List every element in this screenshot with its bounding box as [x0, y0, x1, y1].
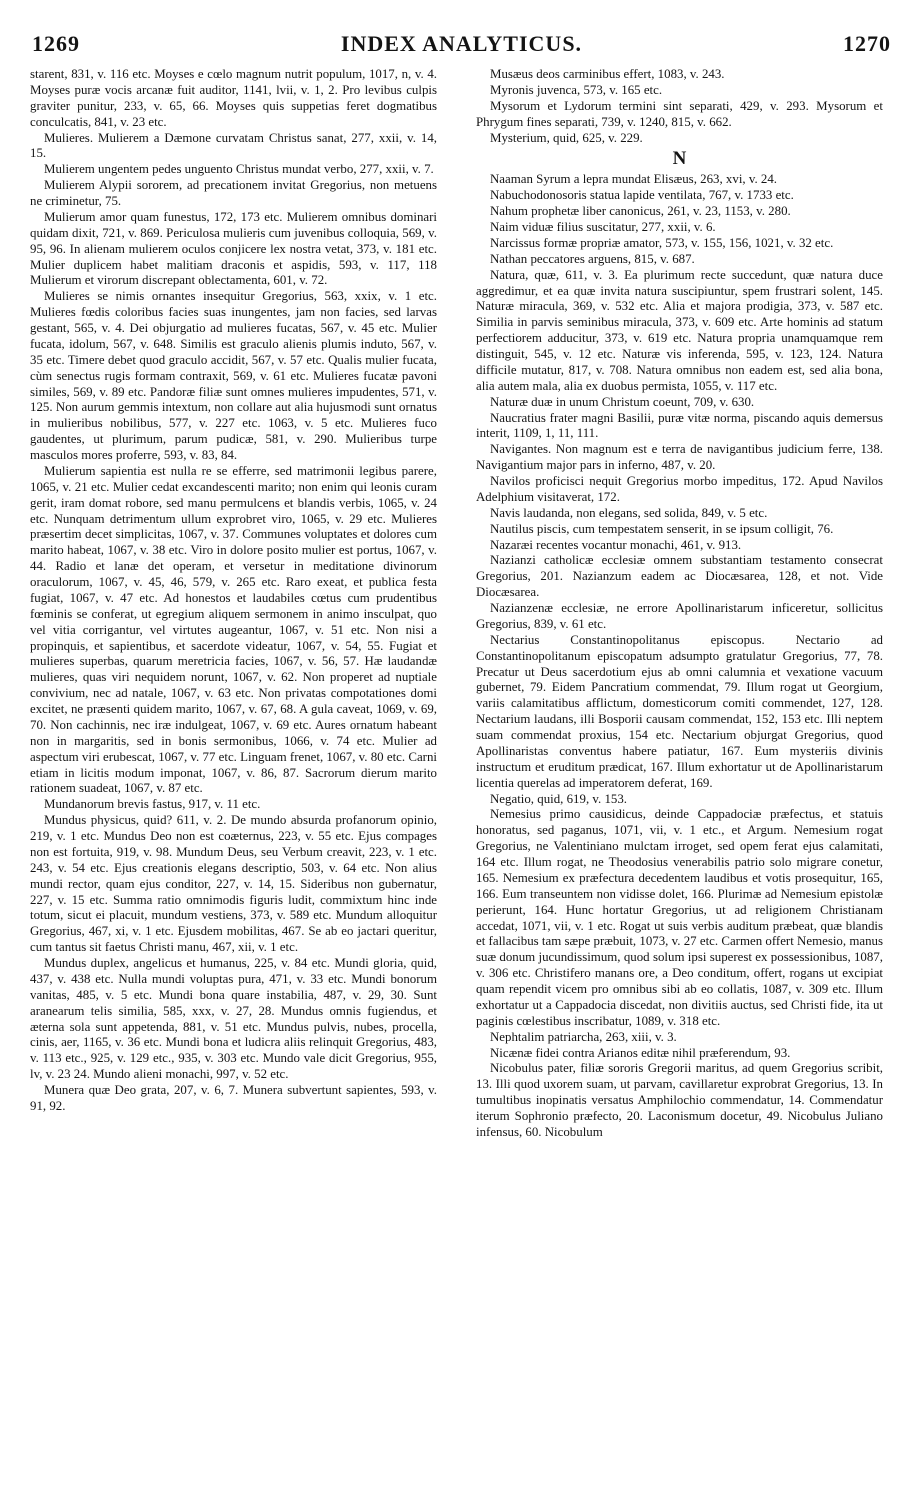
index-entry: Nahum prophetæ liber canonicus, 261, v. 23, 1153, v. 280.	[490, 204, 791, 219]
page-number-right: 1270	[843, 31, 891, 56]
index-entry: Myronis juvenca, 573, v. 165 etc.	[490, 82, 663, 97]
index-entry: Nazianzenæ ecclesiæ, ne errore Apollinaristarum inficeretur, sollicitus Gregorius, 839, v. 61 etc.	[476, 601, 883, 631]
index-entry: Musæus deos carminibus effert, 1083, v. 243.	[490, 67, 725, 81]
right-column	[476, 67, 883, 1493]
index-entry: Mulierum sapientia est nulla re se efferre, sed matrimonii legibus parere, 1065, v. 21 etc. Mulier cedat excandescenti marito; non enim qui leonis curam gerit, iram domat robore, sed manu permulcens et blandis verbis, 1065, v. 24 etc. Nunquam detrimentum ullum exprobret viro, 1065, v. 29 etc. Mulieres præsertim decet simplicitas, 1067, v. 37. Communes voluptates et dolores cum marito habeat, 1067, v. 38 etc. Viro in dolore posito mulier est portus, 1067, v. 44. Radio et lanæ det operam, et versetur in meditatione divinorum oraculorum, 1067, v. 45, 46, 579, v. 265 etc. Raro exeat, et publica festa fugiat, 1067, v. 47 etc. Ad honestos et laudabiles cœtus cum prudentibus fœminis se conferat, ut egregium aliquem sermonem in animo insculpat, quo vel vitia corrigantur, vel virtutes augeantur, 1067, v. 51 etc. Non nisi a propinquis, et sapientibus, et sacerdote videatur, 1067, v. 54, 55. Fugiat et mulieres superbas, quarum meretricia facies, 1067, v. 56, 57. Hæ laudandæ mulieres, quas viri nequidem norunt, 1067, v. 62. Non properet ad nuptiale convivium, nec ad natale, 1067, v. 63 etc. Non privatas compotationes domi excitet, ne præsenti quidem marito, 1067, v. 67, 68. A gula caveat, 1069, v. 69, 70. Non cachinnis, nec iræ indulgeat, 1067, v. 69 etc. Aures ornatum habeant non in margaritis, sed in bonis sermonibus, 1066, v. 74 etc. Mulier ad aspectum viri erubescat, 1067, v. 77 etc. Linguam frenet, 1067, v. 80 etc. Carni etiam in licitis modum imponat, 1067, v. 86, 87. Sacrorum dierum marito rationem suadeat, 1067, v. 87 etc.	[30, 463, 437, 796]
index-entry: Mundanorum brevis fastus, 917, v. 11 etc.	[44, 797, 261, 812]
index-entry: Mysorum et Lydorum termini sint separati, 429, v. 293. Mysorum et Phrygum fines separati, 739, v. 1240, 815, v. 662.	[476, 98, 883, 129]
left-column	[30, 67, 437, 1493]
index-entry: Natura, quæ, 611, v. 3. Ea plurimum recte succedunt, quæ natura duce aggredimur, et ea quæ invita natura suscipiuntur, spem frustrari solent, 145. Naturæ miracula, 369, v. 532 etc. Alia et majora prodigia, 373, v. 587 etc. Similia in parvis seminibus miracula, 373, v. 609 etc. Arte hominis ad statum perfectiorem adducitur, 373, v. 619 etc. Natura propria unamquamque rem distinguit, 545, v. 12 etc. Naturæ vis inferenda, 595, v. 123, 124. Natura difficile mutatur, 817, v. 708. Natura omnibus non eadem est, sed alia bona, alia autem mala, alia ex duobus permista, 1055, v. 117 etc.	[476, 267, 883, 393]
index-entry: Nautilus piscis, cum tempestatem senserit, in se ipsum colligit, 76.	[490, 521, 834, 536]
index-entry: Mulierem ungentem pedes unguento Christus mundat verbo, 277, xxii, v. 7.	[44, 162, 434, 177]
index-entry: Naturæ duæ in unum Christum coeunt, 709, v. 630.	[490, 394, 755, 409]
index-entry: Nectarius Constantinopolitanus episcopus. Nectario ad Constantinopolitanum episcopatum adsumpto gratulatur Gregorius, 77, 78. Precatur ut Deus sacerdotium ejus ab omni calumnia et vexatione vacuum gubernet, 79. Eidem Pancratium commendat, 79. Illum rogat ut Georgium, variis calamitatibus afflictum, domesticorum comiti commendet, 127, 128. Nectarium laudans, illi Bosporii causam commendat, 152, 153 etc. Illi neptem suam commendat proxius, 154 etc. Nectarium objurgat Gregorius, quod Apollinaristas conventus habere patiatur, 167. Eum mysteriis divinis instructum et eruditum prædicat, 167. Illum exhortatur ut de Apollinaristarum licentia querelas ad imperatorem deferat, 169.	[476, 632, 883, 790]
index-entry: Navis laudanda, non elegans, sed solida, 849, v. 5 etc.	[490, 505, 768, 520]
index-entry: Mysterium, quid, 625, v. 229.	[490, 130, 643, 145]
index-entry: Nicobulus pater, filiæ sororis Gregorii maritus, ad quem Gregorius scribit, 13. Illi quod uxorem suam, ut parvam, cavillaretur exprobrat Gregorius, 13. In tumultibus inopinatis versatus Amphilochio commendatur, 14. Commendatur iterum Sophronio præfecto, 20. Laconismum docetur, 49. Nicobulus Juliano infensus, 60. Nicobulum	[476, 1061, 883, 1139]
index-entry: Mulierem Alypii sororem, ad precationem invitat Gregorius, non metuens ne criminetur, 75.	[30, 178, 437, 208]
index-entry: Narcissus formæ propriæ amator, 573, v. 155, 156, 1021, v. 32 etc.	[490, 235, 834, 250]
index-entry: Nephtalim patriarcha, 263, xiii, v. 3.	[490, 1029, 677, 1044]
index-entry: Nathan peccatores arguens, 815, v. 687.	[490, 251, 695, 266]
index-entry: Navilos proficisci nequit Gregorius morbo impeditus, 172. Apud Navilos Adelphium visitaverat, 172.	[476, 474, 883, 504]
page-header	[0, 0, 923, 64]
index-entry: Mulierum amor quam funestus, 172, 173 etc. Mulierem omnibus dominari quidam dixit, 721, v. 869. Periculosa mulieris cum juvenibus colloquia, 569, v. 95, 96. In alienam mulierem oculos conjicere lex nostra vetat, 373, v. 181 etc. Mulier duplicem habet malitiam draconis et aspidis, 593, v. 117, 118 Mulierum et virorum discrepant oblectamenta, 601, v. 72.	[30, 209, 437, 288]
index-entry: Nicænæ fidei contra Arianos editæ nihil præferendum, 93.	[490, 1045, 791, 1060]
index-entry: starent, 831, v. 116 etc. Moyses e cœlo magnum nutrit populum, 1017, n, v. 4. Moyses puræ vocis arcanæ fuit auditor, 1141, lvii, v. 1, 2. Pro levibus culpis graviter punitur, 233, v. 65, 66. Moyses quis suppetias feret dogmatibus conculcatis, 841, v. 23 etc.	[30, 67, 437, 129]
index-entry: Mulieres se nimis ornantes insequitur Gregorius, 563, xxix, v. 1 etc. Mulieres fœdis coloribus facies suas inungentes, jam non facies, sed larvas gestant, 565, v. 4. Dei objurgatio ad mulieres fucatas, 567, v. 45 etc. Mulier fucata, idolum, 567, v. 648. Similis est graculo alienis plumis induto, 567, v. 35 etc. Timere debet quod graculo accidit, 567, v. 57 etc. Qualis mulier fucata, cùm senectus rugis formam contraxit, 569, v. 61 etc. Mulieres fucatæ pavoni similes, 569, v. 89 etc. Pandoræ filiæ sunt omnes mulieres impudentes, 571, v. 125. Non aurum gemmis intextum, non collare aut alia hujusmodi sunt ornatus in mulieribus nobilibus, 577, v. 227 etc. 1063, v. 5 etc. Mulieres fuco gaudentes, ut plurimum, parum pudicæ, 581, v. 290. Mulieribus turpe masculos mores proferre, 593, v. 83, 84.	[30, 289, 437, 462]
index-entry: Naaman Syrum a lepra mundat Elisæus, 263, xvi, v. 24.	[490, 172, 778, 187]
page-number-left: 1269	[32, 31, 80, 56]
index-entry: Nabuchodonosoris statua lapide ventilata, 767, v. 1733 etc.	[490, 188, 794, 203]
index-entry: Negatio, quid, 619, v. 153.	[490, 791, 628, 806]
index-entry: Nazaræi recentes vocantur monachi, 461, v. 913.	[490, 537, 742, 552]
index-entry: Mulieres. Mulierem a Dæmone curvatam Christus sanat, 277, xxii, v. 14, 15.	[30, 130, 437, 161]
running-title: INDEX ANALYTICUS.	[340, 31, 583, 56]
index-entry: Naucratius frater magni Basilii, puræ vitæ norma, piscando aquis demersus interit, 1109, 1, 11, 111.	[476, 410, 883, 441]
index-entry: Naim viduæ filius suscitatur, 277, xxii, v. 6.	[490, 220, 716, 234]
index-entry: Nemesius primo causidicus, deinde Cappadociæ præfectus, et statuis honoratus, sed paganus, 1071, vii, v. 1 etc., et Argum. Nemesium rogat Gregorius, ne Valentiniano mulctam irroget, sed opem ferat ejus calamitati, 164 etc. Illum rogat, ne Theodosius venerabilis patrio solo migrare conetur, 165. Nemesium ex præfectura decedentem laudibus et votis prosequitur, 165, 166. Eum transeuntem non vidisse dolet, 166. Plurimæ ad Nemesium epistolæ perierunt, 164. Hunc hortatur Gregorius, ut ad religionem Christianam accedat, 1071, vii, v. 1 etc. Rogat ut suis verbis auditum præbeat, quæ blandis et fallacibus tam sæpe præbuit, 1073, v. 27 etc. Carmen offert Nemesio, manus suæ donum jucundissimum, quod solum ipsi superest ex possessionibus, 1087, v. 306 etc. Christifero manans ore, a Deo conditum, offert, rogans ut excipiat quam rependit vicem pro omnibus sibi ab eo collatis, 1087, v. 309 etc. Illum exhortatur ut a Cappadocia discedat, non divitiis auctus, sed Christi fide, ita ut paginis cœlestibus inscribatur, 1089, v. 318 etc.	[476, 807, 883, 1028]
index-entry: Navigantes. Non magnum est e terra de navigantibus judicium ferre, 138. Navigantium major pars in inferno, 487, v. 20.	[476, 442, 883, 473]
section-letter: N	[672, 148, 687, 170]
index-entry: Munera quæ Deo grata, 207, v. 6, 7. Munera subvertunt sapientes, 593, v. 91, 92.	[30, 1083, 437, 1113]
index-entry: Mundus duplex, angelicus et humanus, 225, v. 84 etc. Mundi gloria, quid, 437, v. 438 etc. Nulla mundi voluptas pura, 471, v. 33 etc. Mundi bonorum vanitas, 485, v. 5 etc. Mundi bona quare instabilia, 487, v. 29, 30. Sunt aranearum telis similia, 585, xxx, v. 27, 28. Mundus omnis fugiendus, et æterna sola sunt appetenda, 881, v. 51 etc. Mundus pulvis, nubes, procella, cinis, aer, 1165, v. 36 etc. Mundi bona et ludicra aliis relinquit Gregorius, 483, v. 113 etc., 925, v. 129 etc., 935, v. 303 etc. Mundo vale dicit Gregorius, 955, lv, v. 23 24. Mundo alieni monachi, 997, v. 52 etc.	[30, 956, 437, 1082]
index-entry: Mundus physicus, quid? 611, v. 2. De mundo absurda profanorum opinio, 219, v. 1 etc. Mundus Deo non est coæternus, 223, v. 55 etc. Ejus compages non est fortuita, 919, v. 98. Mundum Deus, seu Verbum creavit, 223, v. 1 etc. 243, v. 54 etc. Ejus creationis elegans descriptio, 503, v. 64 etc. Non alius mundi rector, quam ejus conditor, 227, v. 14, 15. Sideribus non gubernatur, 227, v. 15 etc. Summa ratio omnimodis figuris ludit, commixtum hinc inde totum, sicut ei placuit, mundum vestiens, 373, v. 589 etc. Mundum alloquitur Gregorius, 467, xi, v. 1 etc. Ejusdem mobilitas, 467. Se ab eo jactari queritur, cum tantus sit faetus Christi manu, 467, xii, v. 1 etc.	[30, 813, 437, 955]
index-entry: Nazianzi catholicæ ecclesiæ omnem substantiam testamento consecrat Gregorius, 201. Nazianzum eadem ac Diocæsarea, 128, et not. Vide Diocæsarea.	[476, 553, 883, 600]
